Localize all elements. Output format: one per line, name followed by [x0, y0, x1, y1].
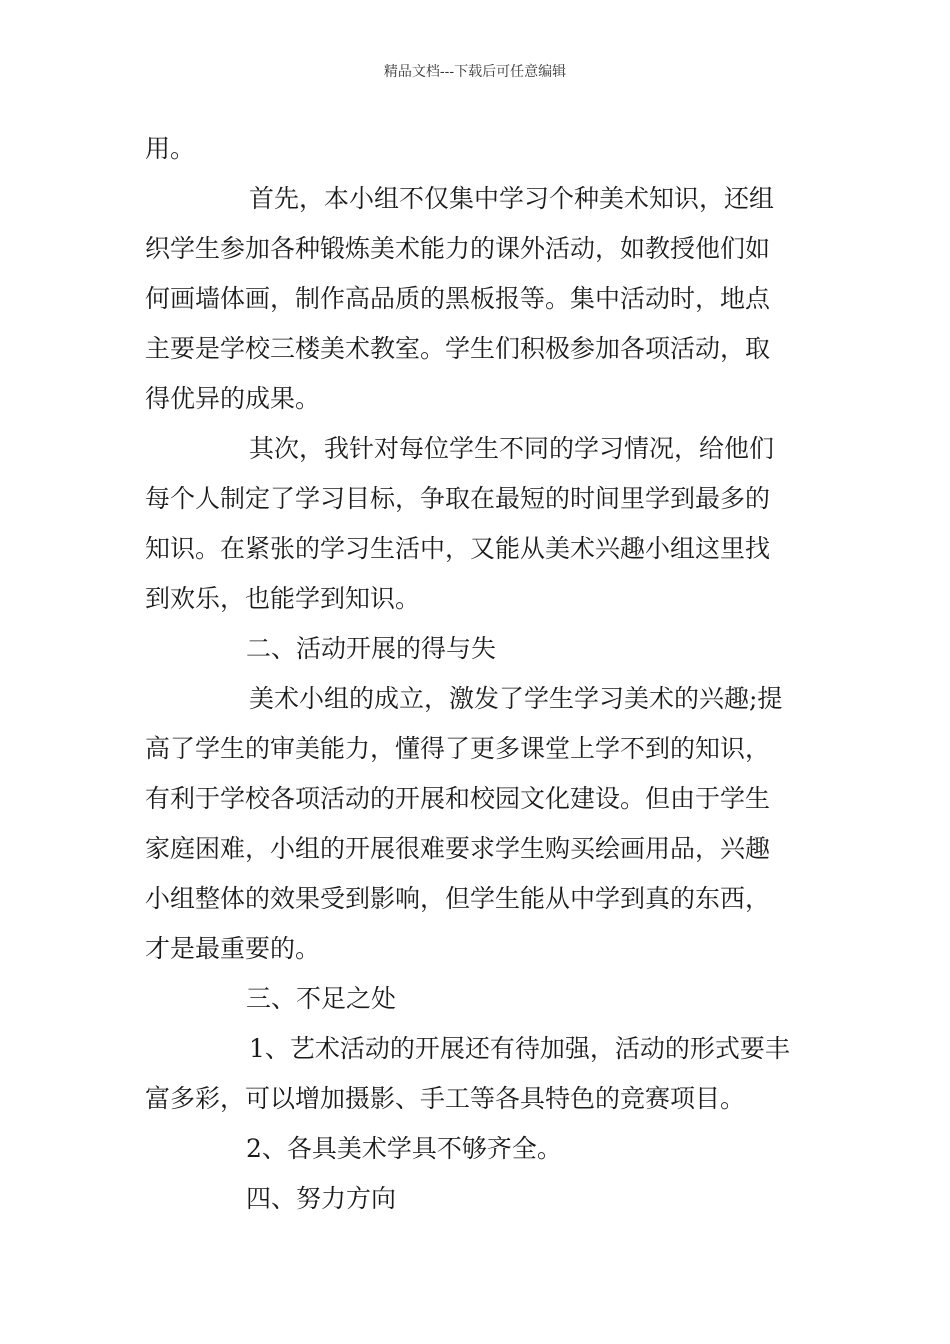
text-line: 富多彩，可以增加摄影、手工等各具特色的竞赛项目。 [145, 1084, 746, 1113]
section-heading: 四、努力方向 [246, 1184, 397, 1213]
text-line: 每个人制定了学习目标，争取在最短的时间里学到最多的 [145, 484, 771, 513]
paragraph-first-line: 其次，我针对每位学生不同的学习情况，给他们 [249, 434, 775, 463]
text-line: 用。 [145, 134, 196, 163]
text-line: 小组整体的效果受到影响，但学生能从中学到真的东西， [145, 884, 771, 913]
paragraph-first-line: 首先，本小组不仅集中学习个种美术知识，还组 [249, 184, 775, 213]
paragraph-first-line: 美术小组的成立，激发了学生学习美术的兴趣;提 [249, 684, 783, 713]
list-item-first-line: 2、各具美术学具不够齐全。 [246, 1134, 562, 1163]
page-header: 精品文档---下载后可任意编辑 [383, 64, 567, 80]
text-line: 主要是学校三楼美术教室。学生们积极参加各项活动，取 [145, 334, 771, 363]
text-line: 才是最重要的。 [145, 934, 321, 963]
text-line: 有利于学校各项活动的开展和校园文化建设。但由于学生 [145, 784, 771, 813]
section-heading: 三、不足之处 [246, 984, 397, 1013]
section-heading: 二、活动开展的得与失 [246, 634, 497, 663]
text-line: 得优异的成果。 [145, 384, 321, 413]
text-line: 到欢乐，也能学到知识。 [145, 584, 421, 613]
text-line: 高了学生的审美能力，懂得了更多课堂上学不到的知识， [145, 734, 771, 763]
text-line: 知识。在紧张的学习生活中，又能从美术兴趣小组这里找 [145, 534, 771, 563]
text-line: 家庭困难，小组的开展很难要求学生购买绘画用品，兴趣 [145, 834, 771, 863]
list-item-first-line: 1、艺术活动的开展还有待加强，活动的形式要丰 [249, 1034, 790, 1063]
text-line: 何画墙体画，制作高品质的黑板报等。集中活动时，地点 [145, 284, 771, 313]
text-line: 织学生参加各种锻炼美术能力的课外活动，如教授他们如 [145, 234, 771, 263]
document-body [145, 124, 810, 1224]
